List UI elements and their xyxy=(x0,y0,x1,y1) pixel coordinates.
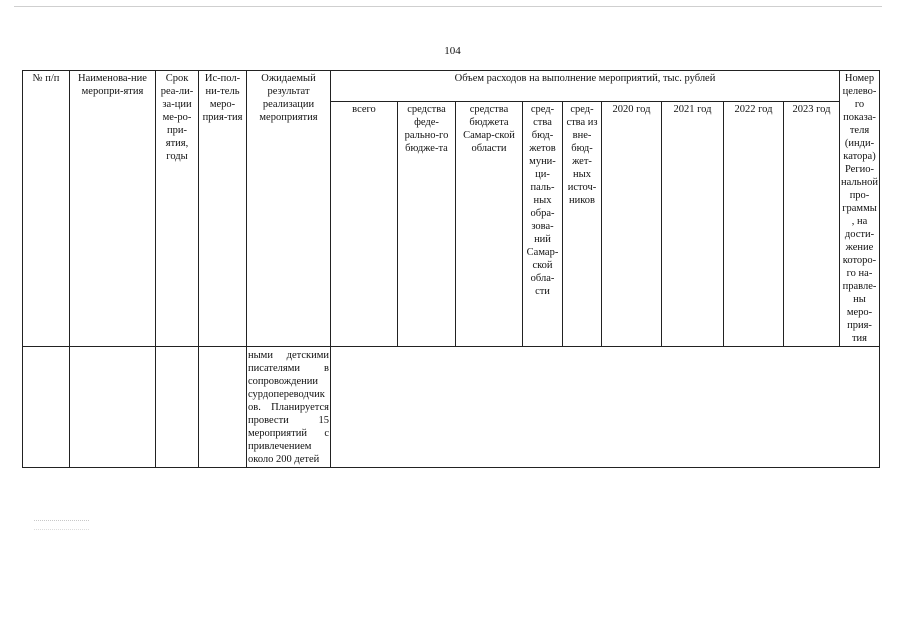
expenses-table xyxy=(22,70,880,468)
subheader-2021: 2021 год xyxy=(662,102,724,347)
header-term: Срок реа-ли-за-ции ме-ро-при-ятия, годы xyxy=(156,71,199,347)
subheader-extrabudget: сред-ства из вне-бюд-жет-ных источ-ников xyxy=(563,102,602,347)
cell-name xyxy=(70,347,156,468)
subheader-federal: средства феде-рально-го бюдже-та xyxy=(398,102,456,347)
header-row-1 xyxy=(23,71,880,102)
subheader-regional: средства бюджета Самар-ской области xyxy=(456,102,523,347)
header-expenses: Объем расходов на выполнение мероприятий, тыс. рублей xyxy=(331,71,840,102)
header-target: Номер целево-го показа-теля (инди-катора) Регио-нальной про-граммы, на дости-жение которо-го на-правле-ны меро-прия-тия xyxy=(840,71,880,347)
subheader-2022: 2022 год xyxy=(724,102,784,347)
top-rule xyxy=(14,6,882,7)
header-name: Наименова-ние меропри-ятия xyxy=(70,71,156,347)
cell-result-continuation: ными детскими писателями в сопровождении сурдопереводчиков. Планируется провести 15 мероприятий с привлечением около 200 детей xyxy=(247,347,331,468)
cell-rest xyxy=(331,347,880,468)
page-number: 104 xyxy=(444,45,461,57)
subheader-2020: 2020 год xyxy=(602,102,662,347)
header-num: № п/п xyxy=(23,71,70,347)
cell-executor xyxy=(199,347,247,468)
scan-smudge xyxy=(34,520,89,530)
cell-num xyxy=(23,347,70,468)
subheader-municipal: сред-ства бюд-жетов муни-ци-паль-ных обра-зова-ний Самар-ской обла-сти xyxy=(523,102,563,347)
subheader-2023: 2023 год xyxy=(784,102,840,347)
header-result: Ожидаемый результат реализации мероприятия xyxy=(247,71,331,347)
subheader-total: всего xyxy=(331,102,398,347)
header-executor: Ис-пол-ни-тель меро-прия-тия xyxy=(199,71,247,347)
continuation-row xyxy=(23,347,880,468)
cell-term xyxy=(156,347,199,468)
